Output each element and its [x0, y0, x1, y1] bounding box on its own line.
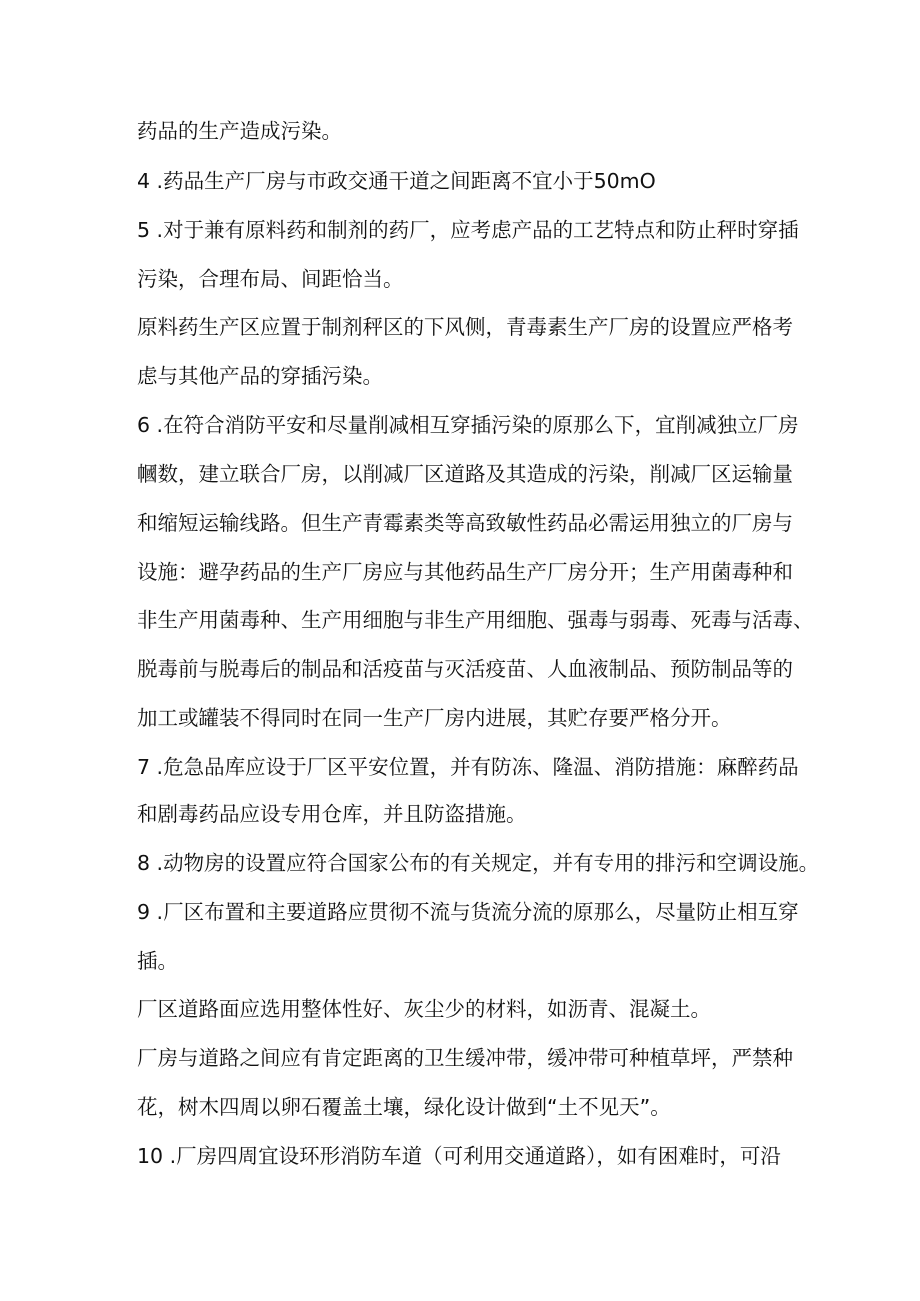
text-line: 厂房与道路之间应有肯定距离的卫生缓冲带，缓冲带可种植草坪，严禁种	[137, 1046, 793, 1070]
text-line: 和剧毒药品应设专用仓库，并且防盗措施。	[137, 802, 527, 826]
text-line: 7 .危急品库应设于厂区平安位置，并有防冻、隆温、消防措施：麻醉药品	[137, 755, 799, 779]
text-line: 厂区道路面应选用整体性好、灰尘少的材料，如沥青、混凝土。	[137, 997, 711, 1021]
text-line: 加工或罐装不得同时在同一生产厂房内进展，其贮存要严格分开。	[137, 706, 732, 730]
text-line: 10 .厂房四周宜设环形消防车道（可利用交通道路），如有困难时，可沿	[137, 1144, 781, 1168]
text-line: 污染，合理布局、间距恰当。	[137, 267, 404, 291]
text-line: 脱毒前与脱毒后的制品和活疫苗与灭活疫苗、人血液制品、预防制品等的	[137, 657, 793, 681]
text-line: 幗数，建立联合厂房，以削减厂区道路及其造成的污染，削减厂区运输量	[137, 462, 793, 486]
text-line: 和缩短运输线路。但生产青霉素类等高致敏性药品必需运用独立的厂房与	[137, 511, 793, 535]
text-line: 药品的生产造成污染。	[137, 119, 342, 143]
text-line: 设施：避孕药品的生产厂房应与其他药品生产厂房分开；生产用菌毒种和	[137, 560, 793, 584]
text-line: 6 .在符合消防平安和尽量削减相互穿插污染的原那么下，宜削减独立厂房	[137, 413, 799, 437]
text-line: 插。	[137, 949, 178, 973]
text-line: 花，树木四周以卵石覆盖土壤，绿化设计做到“土不见天”。	[137, 1095, 671, 1119]
text-line: 原料药生产区应置于制剂秤区的下风侧，青毒素生产厂房的设置应严格考	[137, 315, 793, 339]
text-line: 8 .动物房的设置应符合国家公布的有关规定，并有专用的排污和空调设施。	[137, 851, 820, 875]
text-line: 4 .药品生产厂房与市政交通干道之间距离不宜小于50mO	[137, 169, 656, 193]
text-line: 9 .厂区布置和主要道路应贯彻不流与货流分流的原那么，尽量防止相互穿	[137, 900, 799, 924]
text-line: 非生产用菌毒种、生产用细胞与非生产用细胞、强毒与弱毒、死毒与活毒、	[137, 608, 814, 632]
text-line: 虑与其他产品的穿插污染。	[137, 364, 383, 388]
text-line: 5 .对于兼有原料药和制剂的药厂，应考虑产品的工艺特点和防止秤时穿插	[137, 218, 799, 242]
